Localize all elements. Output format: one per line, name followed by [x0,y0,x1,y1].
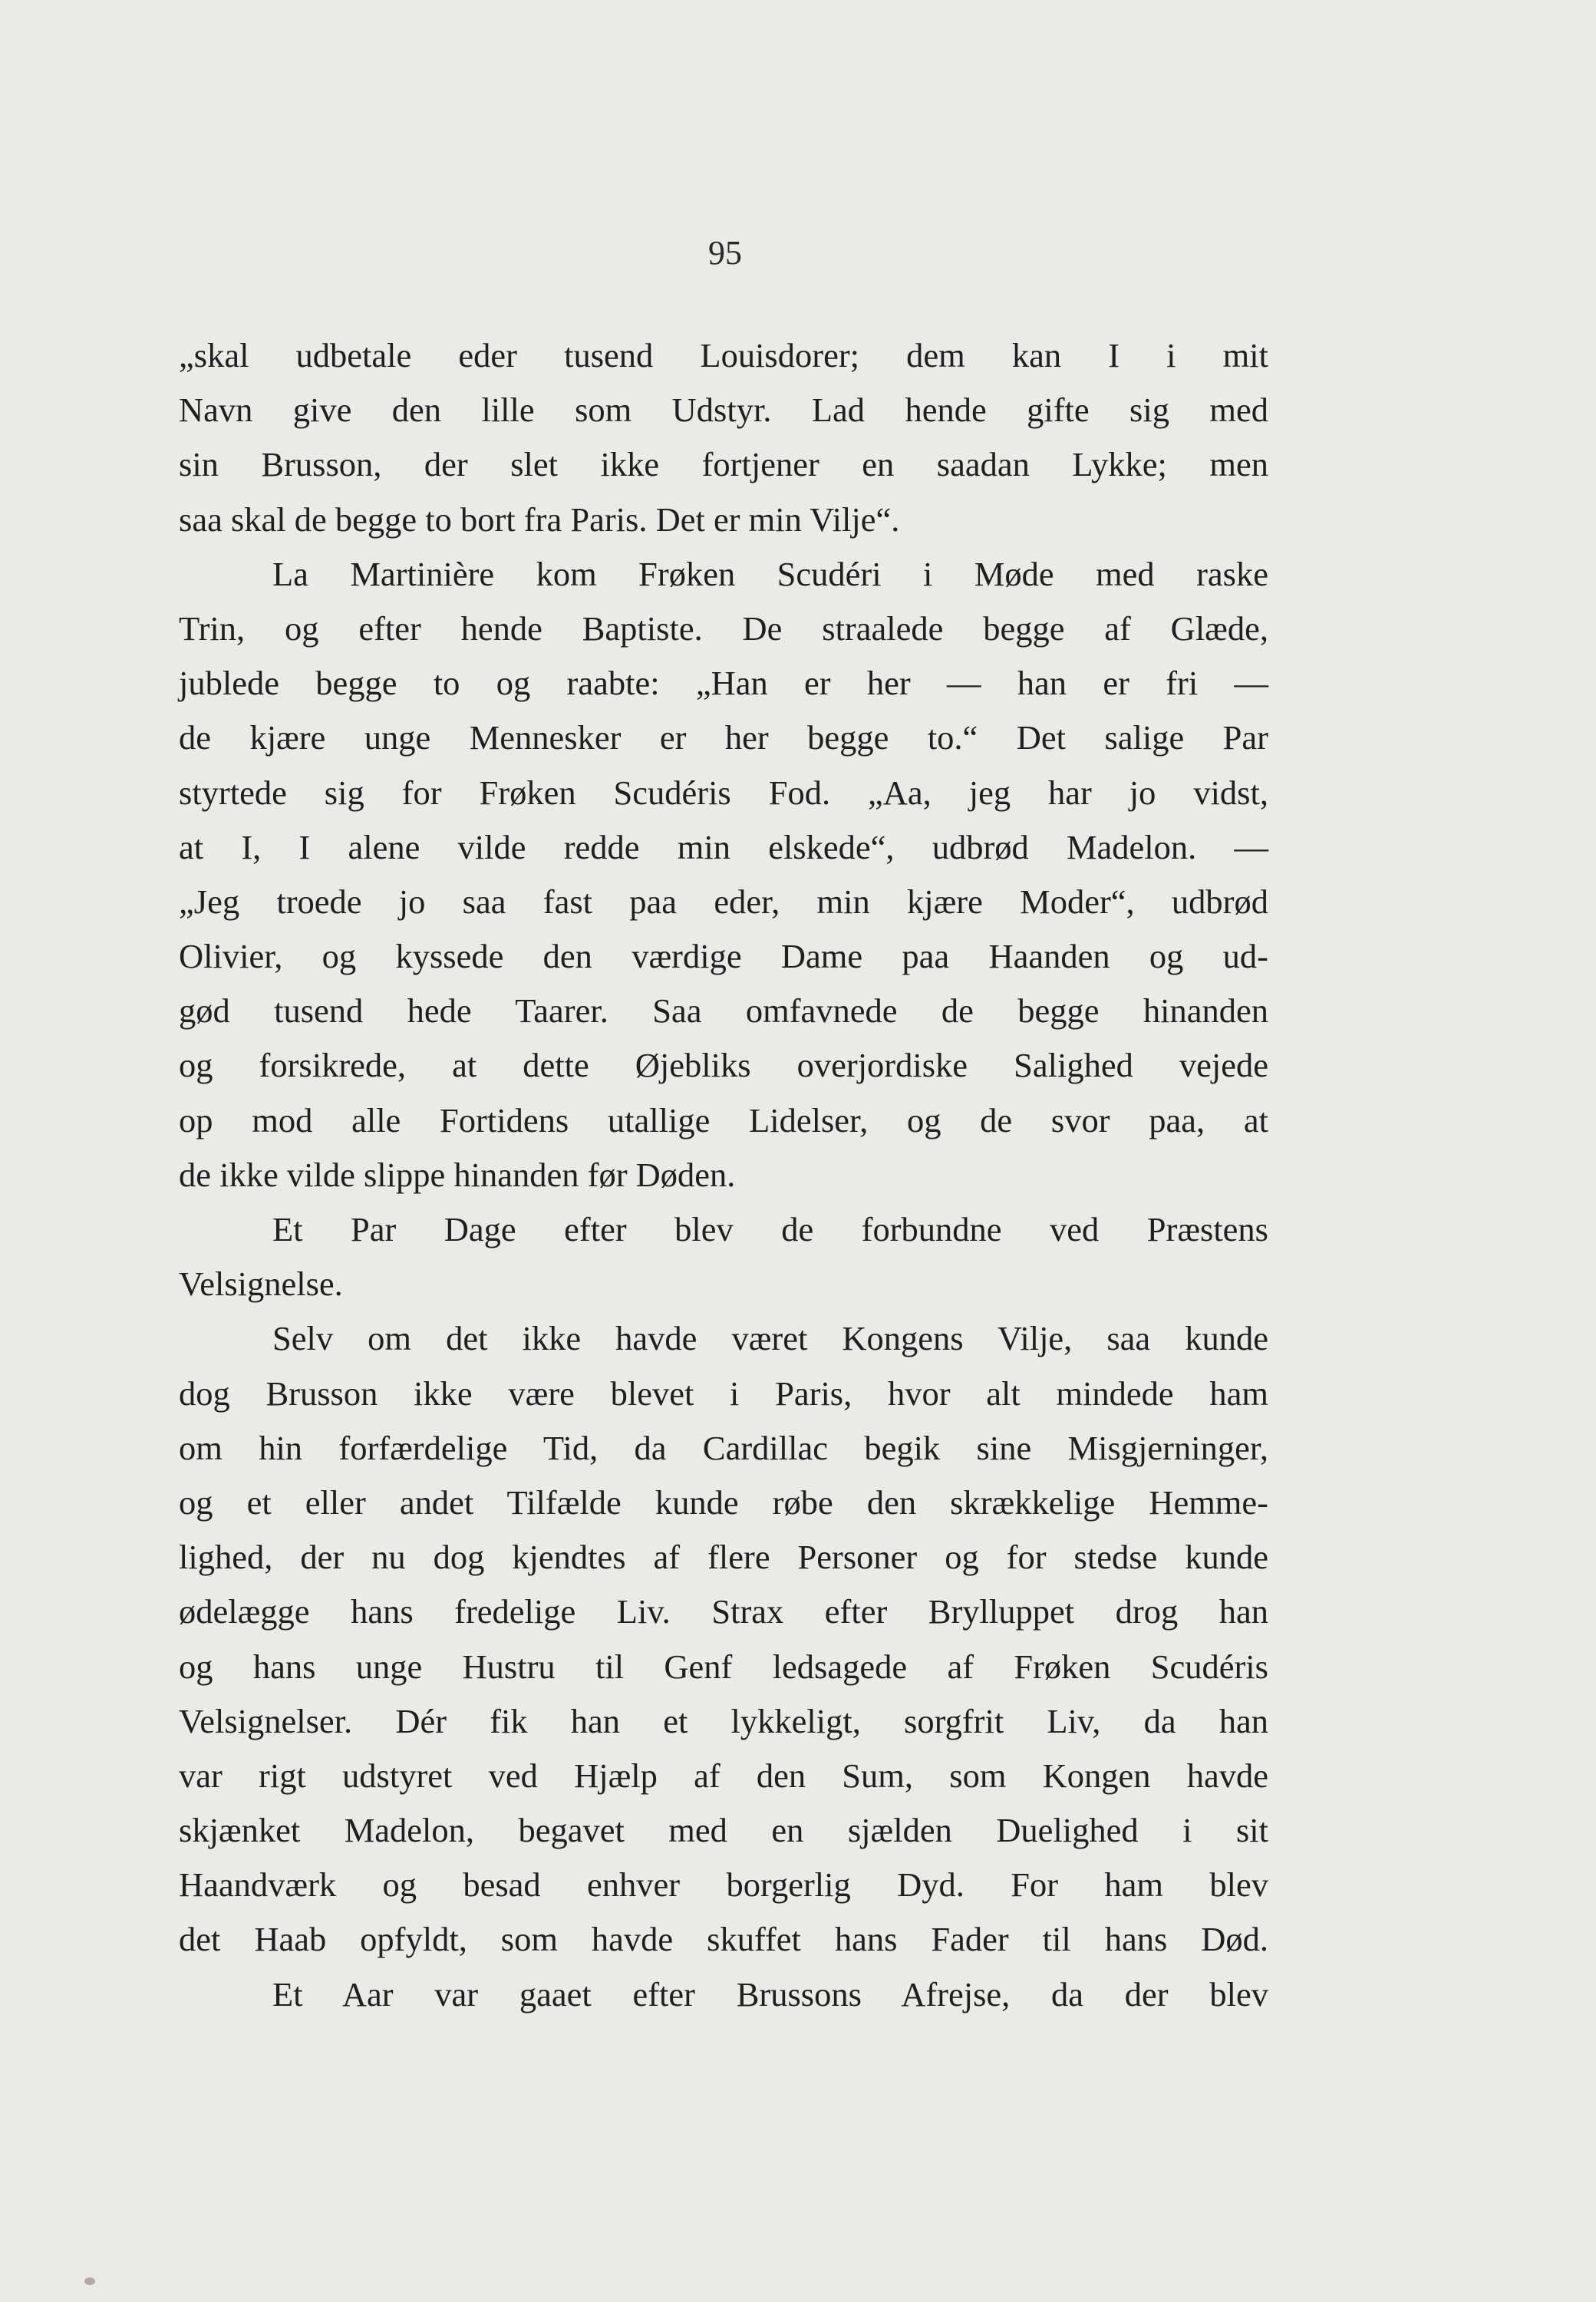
text-line: jublede begge to og raabte: „Han er her — han er fri — [179,664,1268,703]
text-line: at I, I alene vilde redde min elskede“, udbrød Madelon. — [179,827,1268,866]
text-line: og forsikrede, at dette Øjebliks overjordiske Salighed vejede [179,1046,1268,1085]
text-line: de kjære unge Mennesker er her begge to.“ Det salige Par [179,718,1268,757]
text-line: dog Brusson ikke være blevet i Paris, hvor alt mindede ham [179,1374,1268,1413]
text-line: om hin forfærdelige Tid, da Cardillac begik sine Misgjerninger, [179,1428,1268,1467]
text-line: lighed, der nu dog kjendtes af flere Personer og for stedse kunde [179,1538,1268,1577]
text-line: Et Par Dage efter blev de forbundne ved Præstens [272,1210,1268,1248]
text-line: de ikke vilde slippe hinanden før Døden. [179,1155,736,1194]
text-line: Olivier, og kyssede den værdige Dame paa Haanden og ud- [179,937,1268,976]
text-line: „Jeg troede jo saa fast paa eder, min kjære Moder“, udbrød [179,882,1268,921]
text-line: Haandværk og besad enhver borgerlig Dyd. For ham blev [179,1865,1268,1905]
body-text [179,328,1268,2022]
text-line: saa skal de begge to bort fra Paris. Det er min Vilje“. [179,500,900,539]
text-line: gød tusend hede Taarer. Saa omfavnede de begge hinanden [179,991,1268,1031]
text-line: Et Aar var gaaet efter Brussons Afrejse, da der blev [272,1974,1268,2013]
text-line: La Martinière kom Frøken Scudéri i Møde med raske [272,554,1268,593]
paper-speck [84,2277,95,2285]
text-line: sin Brusson, der slet ikke fortjener en saadan Lykke; men [179,445,1268,484]
text-line: Navn give den lille som Udstyr. Lad hende gifte sig med [179,391,1268,430]
text-line: „skal udbetale eder tusend Louisdorer; dem kan I i mit [179,336,1268,374]
page-number: 95 [708,234,742,272]
text-line: ødelægge hans fredelige Liv. Strax efter Brylluppet drog han [179,1592,1268,1631]
text-line: styrtede sig for Frøken Scudéris Fod. „Aa, jeg har jo vidst, [179,773,1268,812]
text-line: Selv om det ikke havde været Kongens Vilje, saa kunde [272,1319,1268,1358]
text-line: var rigt udstyret ved Hjælp af den Sum, som Kongen havde [179,1756,1268,1795]
text-line: Velsignelser. Dér fik han et lykkeligt, sorgfrit Liv, da han [179,1701,1268,1740]
text-line: Trin, og efter hende Baptiste. De straalede begge af Glæde, [179,608,1268,648]
text-line: Velsignelse. [179,1265,343,1304]
text-line: og hans unge Hustru til Genf ledsagede af Frøken Scudéris [179,1647,1268,1686]
text-line: og et eller andet Tilfælde kunde røbe den skrækkelige Hemme- [179,1482,1268,1522]
text-line: skjænket Madelon, begavet med en sjælden Duelighed i sit [179,1811,1268,1850]
text-line: op mod alle Fortidens utallige Lidelser, og de svor paa, at [179,1100,1268,1139]
text-line: det Haab opfyldt, som havde skuffet hans Fader til hans Død. [179,1920,1268,1959]
